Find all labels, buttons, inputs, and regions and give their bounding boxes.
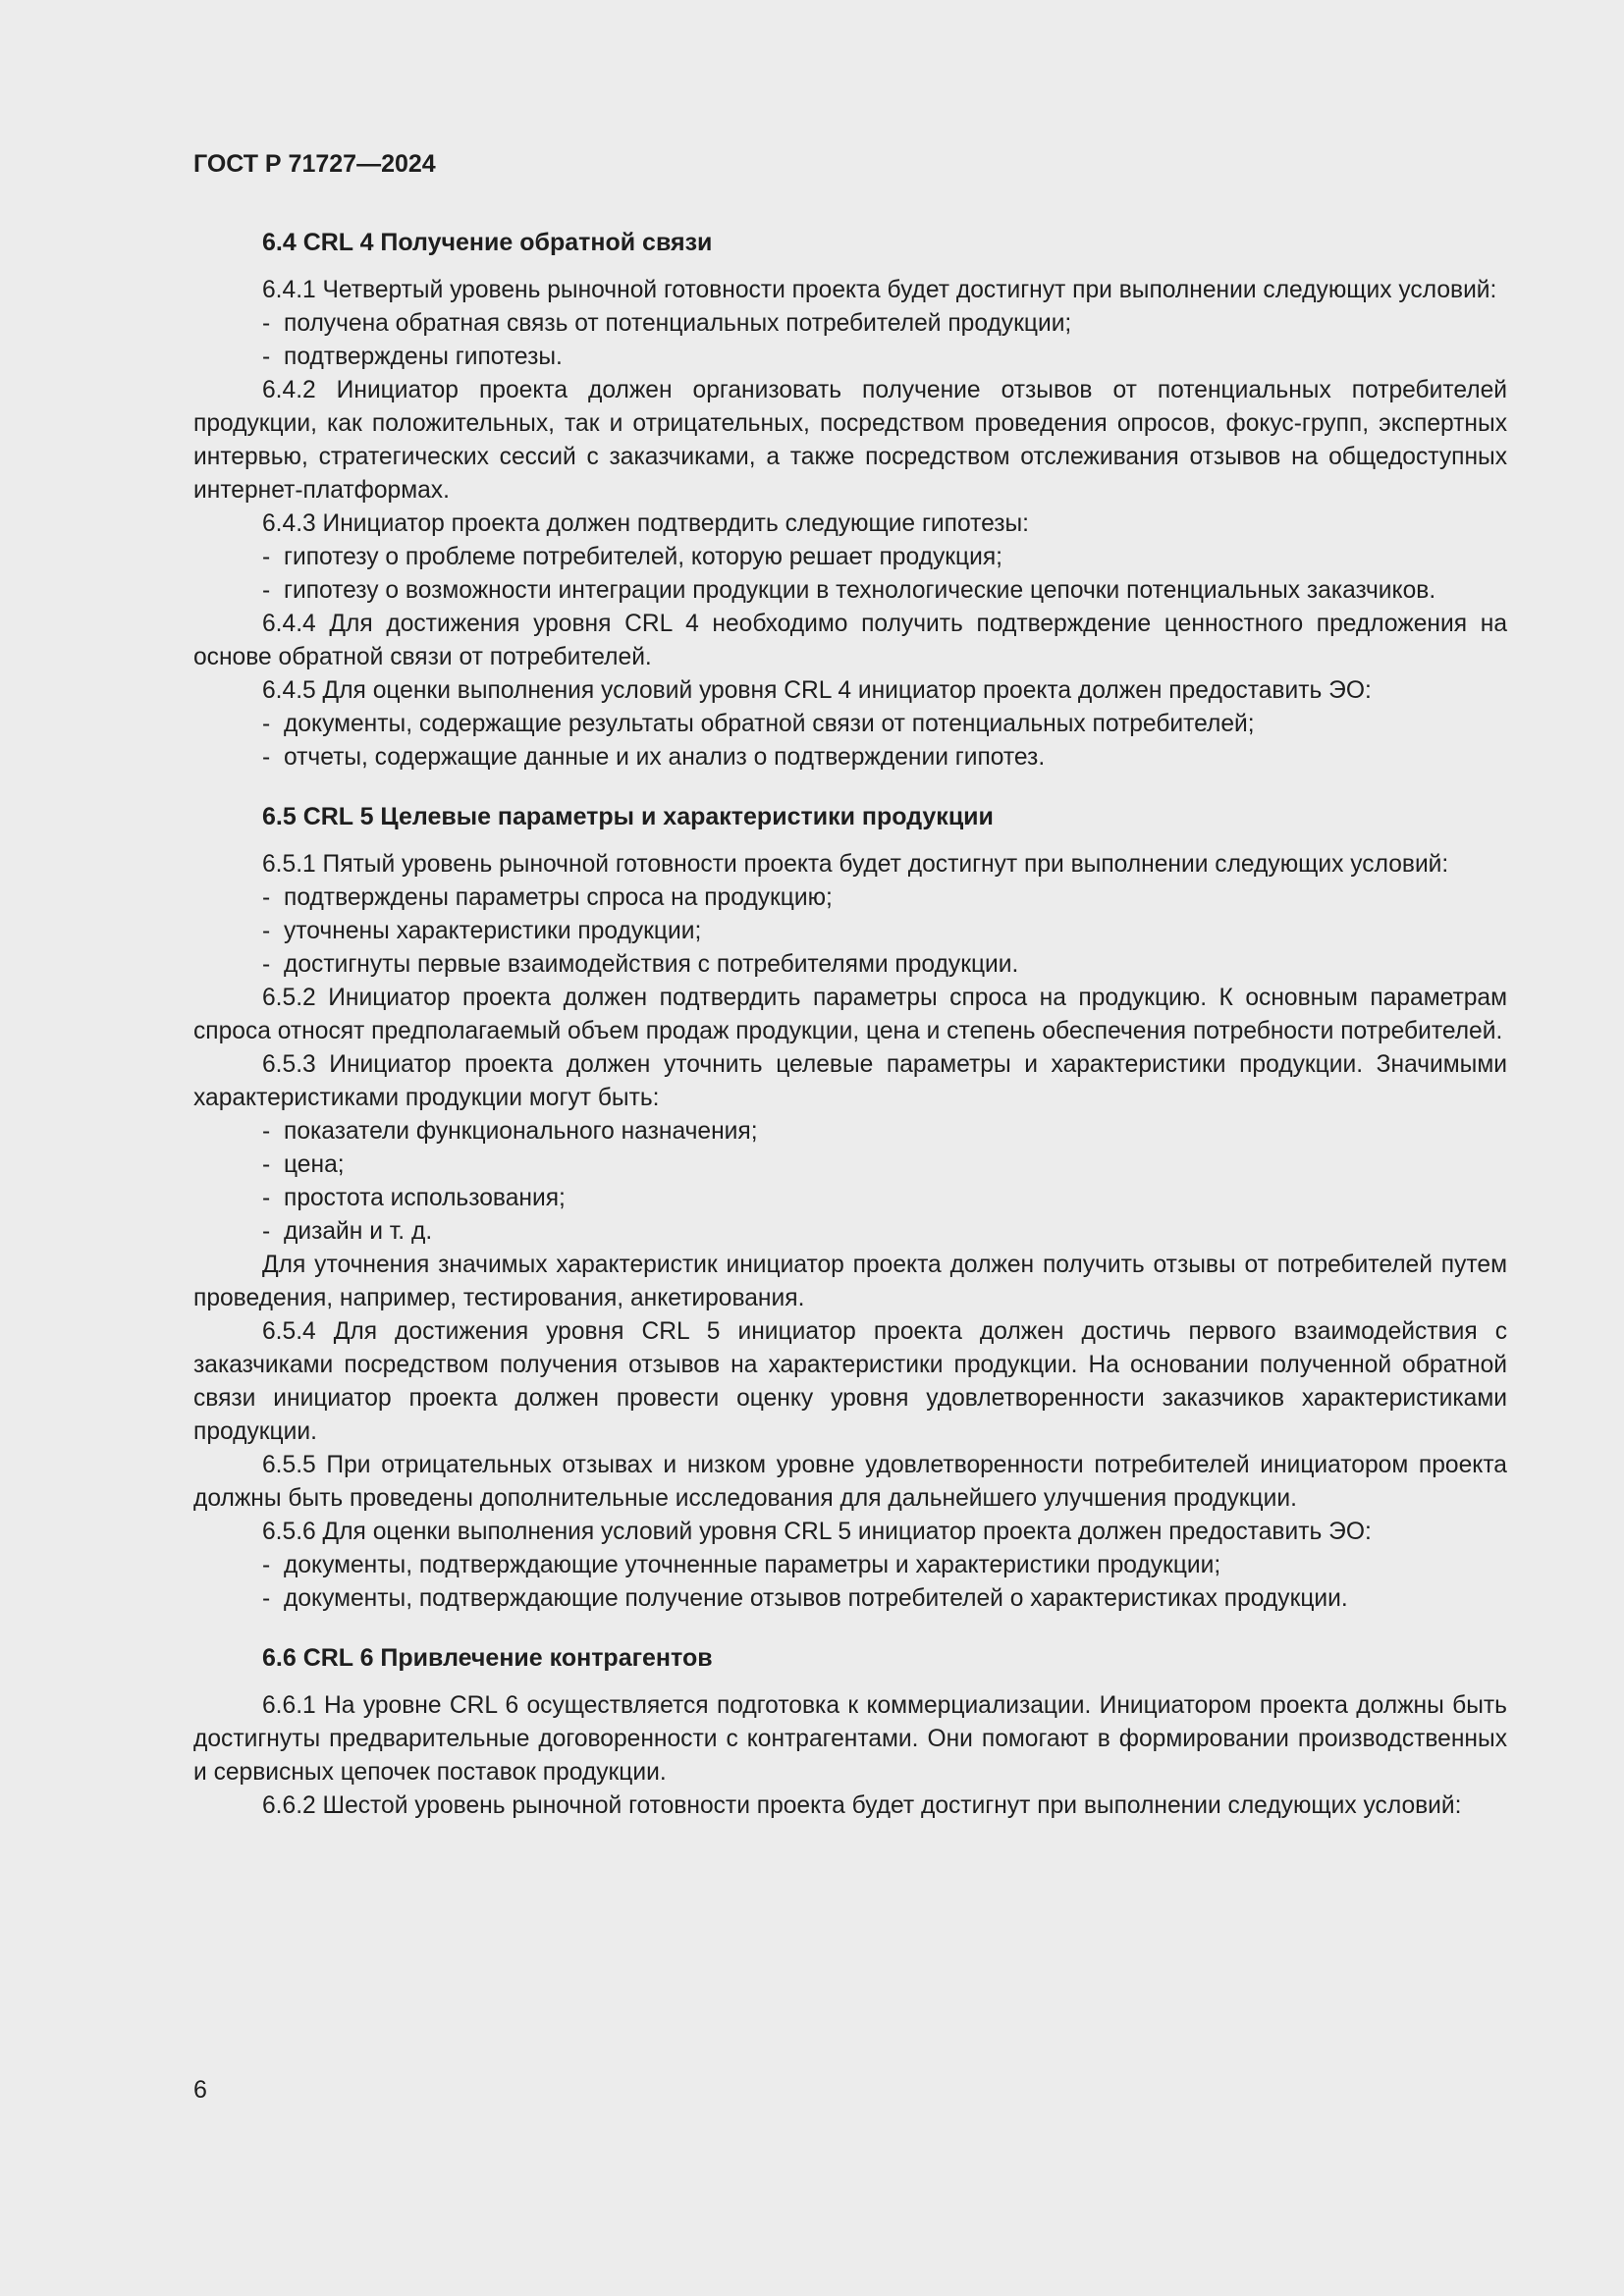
list-item (193, 574, 1507, 608)
list-item-text: уточнены характеристики продукции; (284, 918, 702, 944)
list-item (193, 708, 1507, 741)
list-dash: - (262, 711, 271, 737)
list-item (193, 1549, 1507, 1582)
list-item-text: простота использования; (284, 1185, 566, 1211)
list-item-text: подтверждены гипотезы. (284, 344, 563, 370)
list-item-text: показатели функционального назначения; (284, 1118, 758, 1145)
list-item-text: документы, подтверждающие уточненные параметры и характеристики продукции; (284, 1552, 1221, 1578)
paragraph: 6.4.2 Инициатор проекта должен организовать получение отзывов от потенциальных потребителей продукции, как положительных, так и отрицательных, посредством проведения опросов, фокус-групп, экспертных интервью, стратегических сессий с заказчиками, а также посредством отслеживания отзывов на общедоступных интернет-платформах. (193, 377, 1507, 504)
list-item-text: достигнуты первые взаимодействия с потребителями продукции. (284, 951, 1019, 978)
list-dash: - (262, 1118, 271, 1145)
list-item (193, 1115, 1507, 1148)
list-dash: - (262, 1185, 271, 1211)
paragraph: 6.5.6 Для оценки выполнения условий уровня CRL 5 инициатор проекта должен предоставить ЭО: (262, 1519, 1372, 1545)
list-dash: - (262, 918, 271, 944)
paragraph: 6.5.4 Для достижения уровня CRL 5 инициатор проекта должен достичь первого взаимодействия с заказчиками посредством получения отзывов на характеристики продукции. На основании полученной обратной связи инициатор проекта должен провести оценку уровня удовлетворенности заказчиков характеристиками продукции. (193, 1318, 1507, 1445)
paragraph: Для уточнения значимых характеристик инициатор проекта должен получить отзывы от потребителей путем проведения, например, тестирования, анкетирования. (193, 1252, 1507, 1311)
paragraph: 6.4.4 Для достижения уровня CRL 4 необходимо получить подтверждение ценностного предложения на основе обратной связи от потребителей. (193, 611, 1507, 670)
list-dash: - (262, 884, 271, 911)
list-item (193, 1148, 1507, 1182)
list-item-text: отчеты, содержащие данные и их анализ о подтверждении гипотез. (284, 744, 1046, 771)
list-dash: - (262, 344, 271, 370)
list-item (193, 541, 1507, 574)
list-item (193, 915, 1507, 948)
section-title: 6.6 CRL 6 Привлечение контрагентов (262, 1644, 713, 1672)
paragraph: 6.6.2 Шестой уровень рыночной готовности проекта будет достигнут при выполнении следующих условий: (262, 1792, 1462, 1819)
list-item-text: гипотезу о проблеме потребителей, которую решает продукция; (284, 544, 1002, 570)
list-item (193, 341, 1507, 374)
list-dash: - (262, 544, 271, 570)
paragraph: 6.4.3 Инициатор проекта должен подтвердить следующие гипотезы: (262, 510, 1030, 537)
list-item (193, 881, 1507, 915)
list-dash: - (262, 577, 271, 604)
document-page (193, 147, 1507, 1823)
list-item (193, 741, 1507, 774)
list-dash: - (262, 1151, 271, 1178)
list-item (193, 307, 1507, 341)
list-dash: - (262, 951, 271, 978)
list-item-text: документы, подтверждающие получение отзывов потребителей о характеристиках продукции. (284, 1585, 1348, 1612)
page-number: 6 (193, 2076, 207, 2104)
document-header: ГОСТ Р 71727—2024 (193, 150, 436, 178)
list-item-text: документы, содержащие результаты обратной связи от потенциальных потребителей; (284, 711, 1255, 737)
list-item-text: дизайн и т. д. (284, 1218, 433, 1245)
paragraph: 6.5.1 Пятый уровень рыночной готовности проекта будет достигнут при выполнении следующих условий: (262, 851, 1449, 878)
list-item (193, 1182, 1507, 1215)
list-dash: - (262, 744, 271, 771)
list-item-text: получена обратная связь от потенциальных потребителей продукции; (284, 310, 1072, 337)
list-item-text: цена; (284, 1151, 345, 1178)
list-dash: - (262, 310, 271, 337)
list-dash: - (262, 1552, 271, 1578)
paragraph: 6.4.1 Четвертый уровень рыночной готовности проекта будет достигнут при выполнении следующих условий: (262, 277, 1497, 303)
paragraph: 6.5.2 Инициатор проекта должен подтвердить параметры спроса на продукцию. К основным параметрам спроса относят предполагаемый объем продаж продукции, цена и степень обеспечения потребности потребителей. (193, 985, 1507, 1044)
list-dash: - (262, 1585, 271, 1612)
section-title: 6.4 CRL 4 Получение обратной связи (262, 229, 713, 256)
paragraph: 6.6.1 На уровне CRL 6 осуществляется подготовка к коммерциализации. Инициатором проекта должны быть достигнуты предварительные договоренности с контрагентами. Они помогают в формировании производственных и сервисных цепочек поставок продукции. (193, 1692, 1507, 1786)
paragraph: 6.5.5 При отрицательных отзывах и низком уровне удовлетворенности потребителей инициатором проекта должны быть проведены дополнительные исследования для дальнейшего улучшения продукции. (193, 1452, 1507, 1512)
paragraph: 6.5.3 Инициатор проекта должен уточнить целевые параметры и характеристики продукции. Значимыми характеристиками продукции могут быть: (193, 1051, 1507, 1111)
list-item (193, 948, 1507, 982)
section-title: 6.5 CRL 5 Целевые параметры и характеристики продукции (262, 803, 994, 830)
list-item (193, 1582, 1507, 1616)
list-item-text: подтверждены параметры спроса на продукцию; (284, 884, 833, 911)
document-body (193, 226, 1507, 1823)
paragraph: 6.4.5 Для оценки выполнения условий уровня CRL 4 инициатор проекта должен предоставить ЭО: (262, 677, 1372, 704)
list-item-text: гипотезу о возможности интеграции продукции в технологические цепочки потенциальных заказчиков. (284, 577, 1436, 604)
list-dash: - (262, 1218, 271, 1245)
list-item (193, 1215, 1507, 1249)
